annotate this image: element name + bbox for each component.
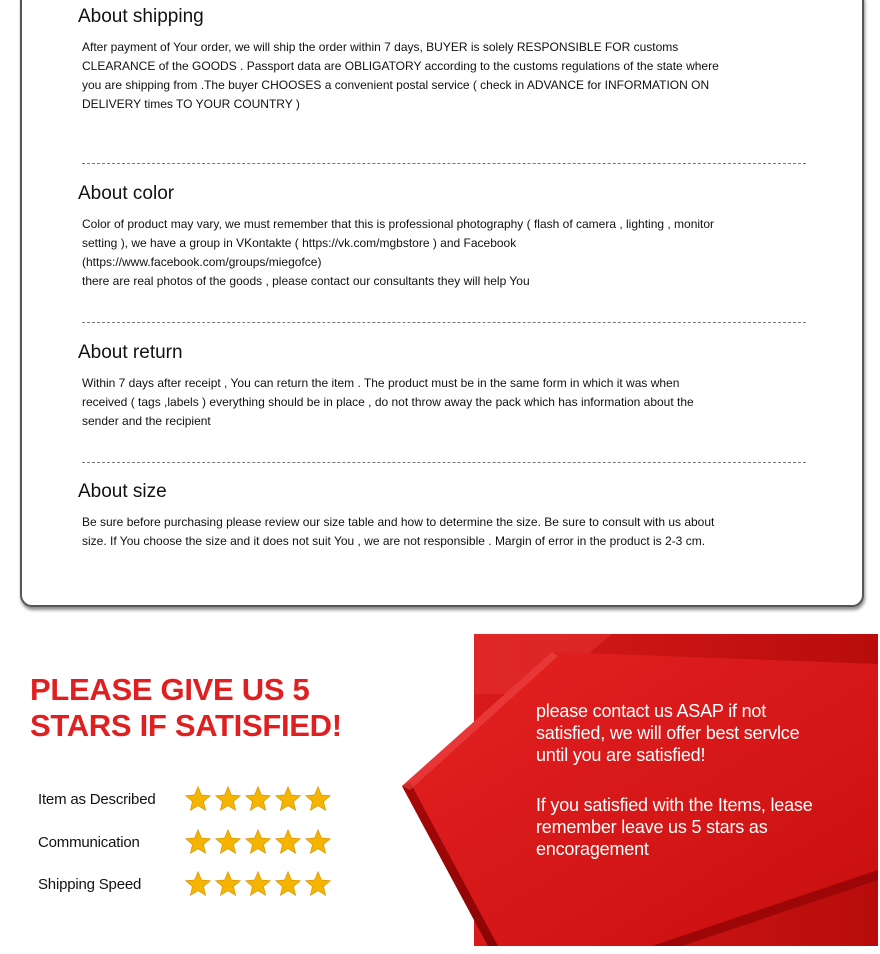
star-icon [214, 785, 242, 813]
star-icon [214, 828, 242, 856]
star-icon [244, 785, 272, 813]
size-section [78, 481, 818, 551]
color-section [78, 183, 818, 291]
divider [82, 322, 806, 323]
info-panel [20, 0, 864, 607]
gift-box-graphic [402, 634, 878, 946]
shipping-text: After payment of Your order, we will ship the order within 7 days, BUYER is solely RESPONSIBLE FOR customs CLEARANCE of the GOODS . Passport data are OBLIGATORY according to the customs regulations of the state where you are shipping from .The buyer CHOOSES a convenient postal service ( check in ADVANCE for INFORMATION ON DELIVERY times TO YOUR COUNTRY ) [82, 40, 719, 111]
feedback-message: If you satisfied with the Items, lease remember leave us 5 stars as encoragement [536, 795, 813, 859]
star-icon [274, 785, 302, 813]
return-text: Within 7 days after receipt , You can return the item . The product must be in the same form in which it was when received ( tags ,labels ) everything should be in place , do not throw away the pack which has information about the sender and the recipient [82, 376, 694, 428]
return-section [78, 342, 818, 431]
rating-label: Communication [38, 833, 140, 851]
star-icon [214, 870, 242, 898]
star-icon [184, 785, 212, 813]
star-icon [274, 828, 302, 856]
contact-message: please contact us ASAP if not satisfied, we will offer best servlce until you are satisfied! [536, 701, 800, 765]
rating-row-item-as-described [38, 785, 332, 813]
divider [82, 462, 806, 463]
return-title: About return [78, 342, 183, 363]
color-text: Color of product may vary, we must remember that this is professional photography ( flash of camera , lighting , monitor setting ), we have a group in VKontakte ( https://vk.com/mgbstore ) and Facebook (https://www.facebook.com/groups/miegofce) there are real photos of the goods , please contact our consultants they will help You [82, 217, 715, 288]
rating-banner [0, 634, 470, 954]
red-gift-box-image [402, 634, 878, 946]
star-icon [184, 870, 212, 898]
rating-row-communication [38, 828, 332, 856]
star-icon [274, 870, 302, 898]
color-title: About color [78, 183, 175, 204]
banner-headline: PLEASE GIVE US 5 STARS IF SATISFIED! [30, 672, 342, 743]
star-rating [184, 828, 332, 856]
star-icon [304, 785, 332, 813]
size-text: Be sure before purchasing please review our size table and how to determine the size. Be sure to consult with us about size. If You choose the size and it does not suit You , we are not responsible . Margin of error in the product is 2-3 cm. [82, 515, 715, 548]
rating-label: Shipping Speed [38, 875, 142, 893]
star-icon [304, 828, 332, 856]
star-rating [184, 785, 332, 813]
star-icon [244, 870, 272, 898]
star-rating [184, 870, 332, 898]
star-icon [244, 828, 272, 856]
star-icon [304, 870, 332, 898]
star-icon [184, 828, 212, 856]
divider [82, 163, 806, 164]
rating-label: Item as Described [38, 790, 156, 808]
shipping-section [78, 6, 818, 114]
shipping-title: About shipping [78, 6, 204, 27]
size-title: About size [78, 481, 167, 502]
rating-row-shipping-speed [38, 870, 332, 898]
